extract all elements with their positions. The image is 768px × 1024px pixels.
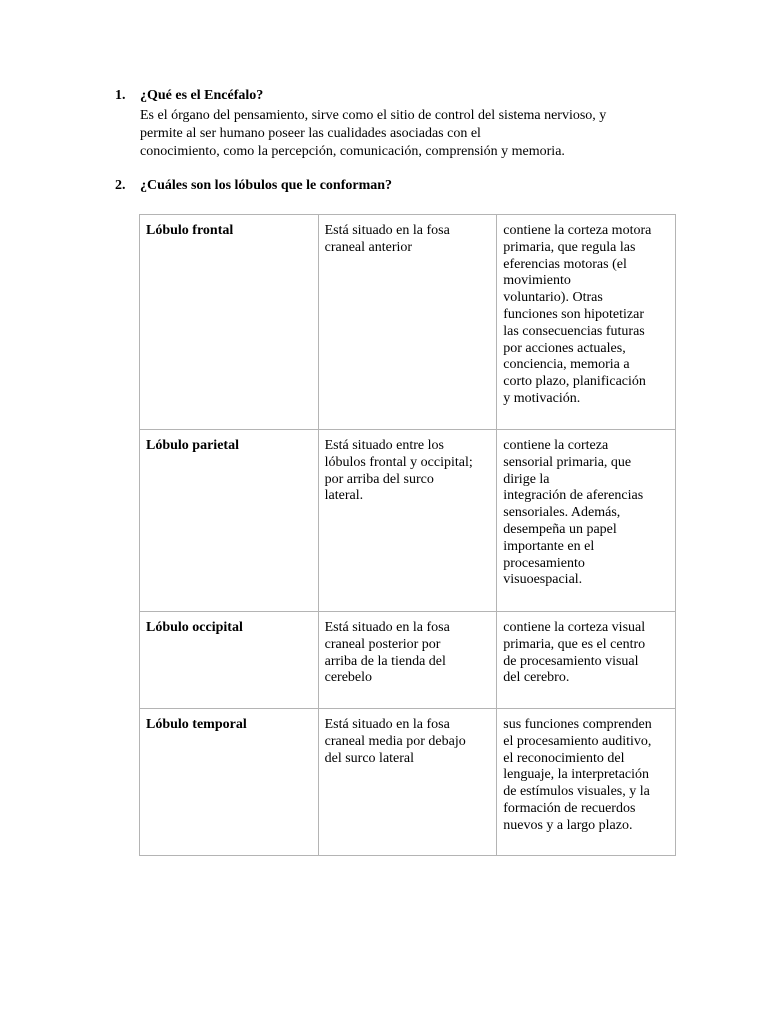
question-1-answer <box>140 107 670 161</box>
function-line: nuevos y a largo plazo. <box>503 817 633 833</box>
function-line: sensorial primaria, que <box>503 454 632 470</box>
function-line: importante en el <box>503 538 595 554</box>
lobe-function <box>497 709 676 856</box>
function-line: el reconocimiento del <box>503 750 625 766</box>
lobe-name-text: Lóbulo parietal <box>146 438 239 453</box>
lobe-name-text: Lóbulo occipital <box>146 620 243 635</box>
lobe-name <box>140 430 319 612</box>
function-line: integración de aferencias <box>503 488 644 504</box>
function-line: sus funciones comprenden <box>503 717 652 732</box>
lobe-location <box>318 430 497 612</box>
function-line: funciones son hipotetizar <box>503 306 644 322</box>
location-line: Está situado en la fosa <box>324 223 450 238</box>
function-line: las consecuencias futuras <box>503 323 645 339</box>
location-line: Está situado en la fosa <box>324 717 450 732</box>
location-line: por arriba del surco <box>324 471 434 487</box>
lobe-function <box>497 430 676 612</box>
function-line: formación de recuerdos <box>503 800 636 816</box>
lobe-function <box>497 612 676 709</box>
function-line: del cerebro. <box>503 670 570 686</box>
question-1-title: ¿Qué es el Encéfalo? <box>140 88 264 103</box>
location-line: Está situado en la fosa <box>324 620 450 635</box>
function-line: contiene la corteza motora <box>503 223 652 238</box>
lobe-location <box>318 709 497 856</box>
lobe-location <box>318 215 497 430</box>
function-line: procesamiento <box>503 555 585 571</box>
location-line: cerebelo <box>324 670 373 686</box>
function-line: desempeña un papel <box>503 521 617 537</box>
location-line: craneal posterior por <box>324 636 441 652</box>
function-line: de estímulos visuales, y la <box>503 784 650 800</box>
function-line: el procesamiento auditivo, <box>503 733 652 749</box>
function-line: voluntario). Otras <box>503 290 603 306</box>
question-1-number: 1. <box>115 88 126 103</box>
function-line: corto plazo, planificación <box>503 374 646 390</box>
answer-line: conocimiento, como la percepción, comunicación, comprensión y memoria. <box>140 144 565 159</box>
answer-line: Es el órgano del pensamiento, sirve como el sitio de control del sistema nervioso, y <box>140 108 607 123</box>
table-row <box>140 612 676 709</box>
function-line: por acciones actuales, <box>503 340 626 356</box>
function-line: lenguaje, la interpretación <box>503 767 650 783</box>
question-2-number: 2. <box>115 178 126 193</box>
location-line: arriba de la tienda del <box>324 653 446 669</box>
lobe-function <box>497 215 676 430</box>
function-line: contiene la corteza visual <box>503 620 646 635</box>
function-line: primaria, que regula las <box>503 239 636 255</box>
lobes-table <box>139 214 676 856</box>
lobe-name <box>140 709 319 856</box>
function-line: y motivación. <box>503 390 581 406</box>
question-2-title: ¿Cuáles son los lóbulos que le conforman? <box>140 178 393 193</box>
location-line: craneal anterior <box>324 239 413 255</box>
table-row <box>140 709 676 856</box>
lobe-name-text: Lóbulo temporal <box>146 717 247 732</box>
function-line: eferencias motoras (el <box>503 256 627 272</box>
function-line: contiene la corteza <box>503 438 609 453</box>
function-line: movimiento <box>503 273 571 289</box>
table-row <box>140 215 676 430</box>
function-line: visuoespacial. <box>503 572 583 588</box>
lobe-name <box>140 215 319 430</box>
answer-line: permite al ser humano poseer las cualidades asociadas con el <box>140 126 481 141</box>
function-line: dirige la <box>503 471 550 487</box>
lobe-name-text: Lóbulo frontal <box>146 223 234 238</box>
lobe-name <box>140 612 319 709</box>
table-row <box>140 430 676 612</box>
function-line: primaria, que es el centro <box>503 636 646 652</box>
function-line: sensoriales. Además, <box>503 505 621 521</box>
function-line: de procesamiento visual <box>503 653 639 669</box>
lobe-location <box>318 612 497 709</box>
location-line: del surco lateral <box>324 750 415 766</box>
function-line: conciencia, memoria a <box>503 357 630 373</box>
location-line: lóbulos frontal y occipital; <box>324 454 473 470</box>
location-line: craneal media por debajo <box>324 733 466 749</box>
location-line: lateral. <box>324 488 364 504</box>
location-line: Está situado entre los <box>324 438 444 453</box>
